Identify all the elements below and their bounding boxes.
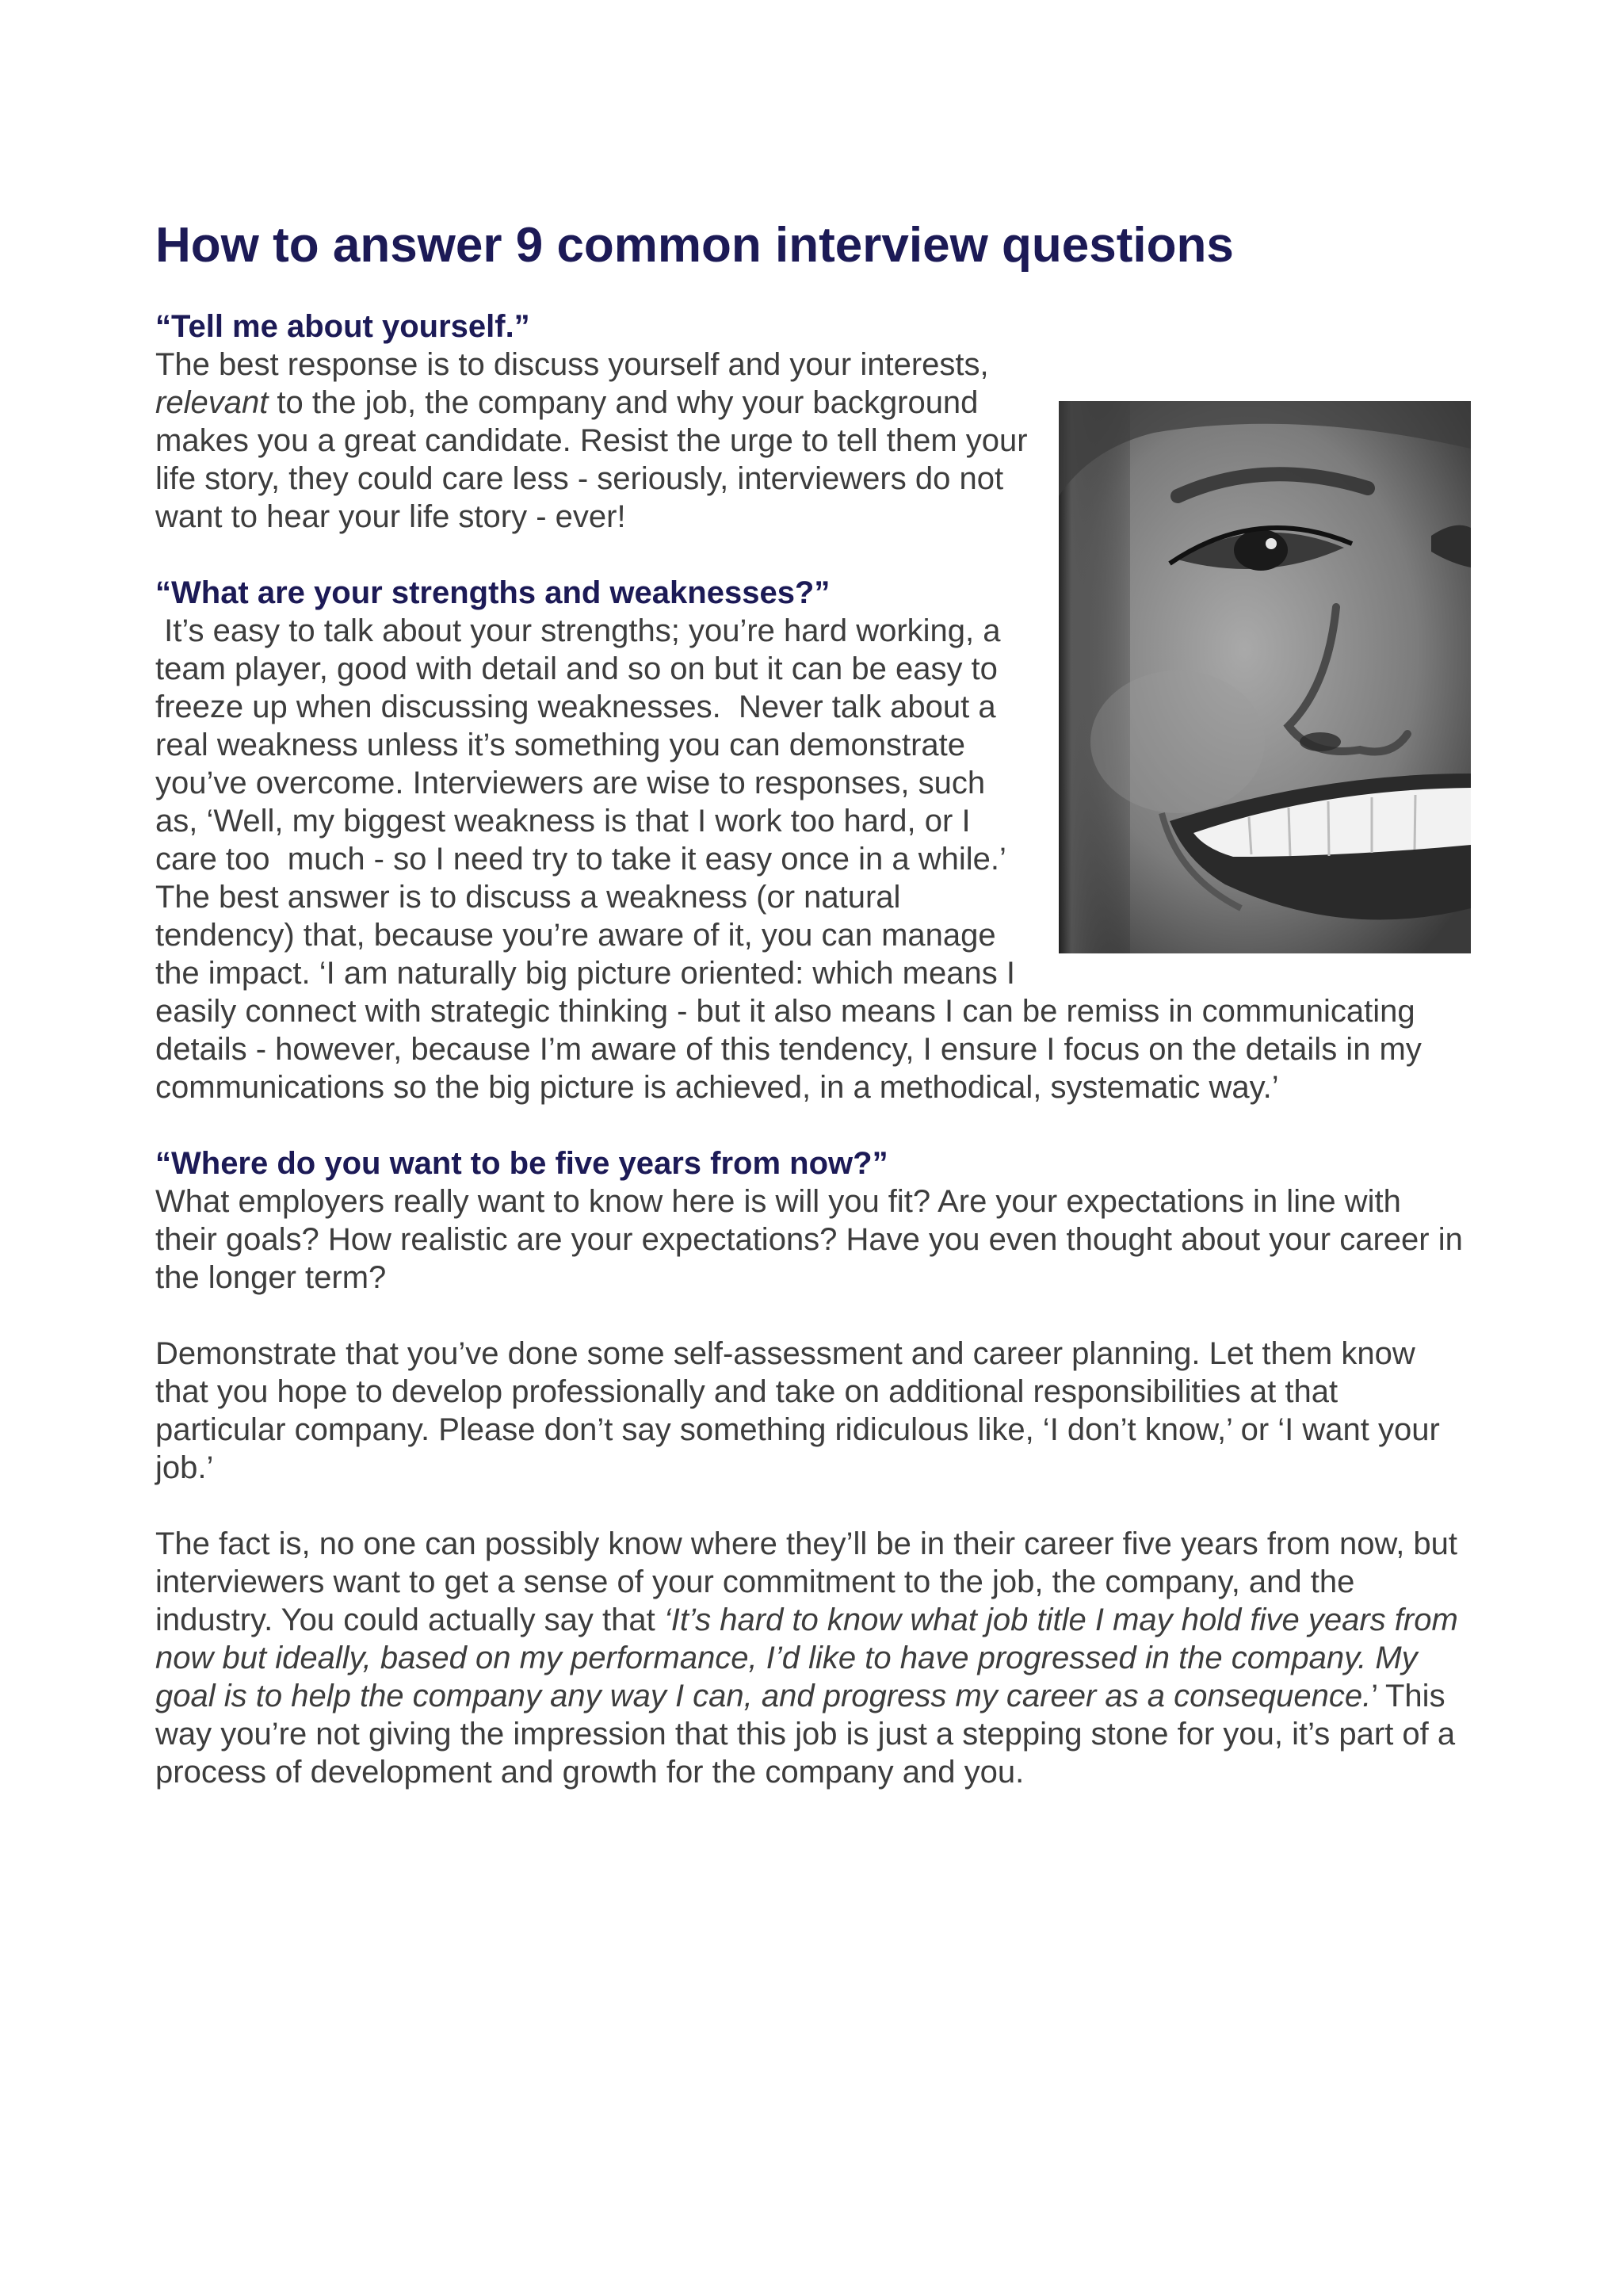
spacer xyxy=(155,1297,1471,1335)
photo-illustration xyxy=(1059,401,1471,953)
section-tell-me xyxy=(155,308,1471,536)
answer-paragraph xyxy=(155,1525,1471,1791)
answer-text-italic: relevant xyxy=(155,385,269,420)
spacer xyxy=(155,1106,1471,1144)
article xyxy=(155,214,1471,1791)
answer-text: Demonstrate that you’ve done some self-assessment and career planning. Let them know that you hope to develop professionally and take on additional responsibilities at that particular company. Please don’t say something ridiculous like, ‘I don’t know,’ or ‘I want your job.’ xyxy=(155,1336,1440,1485)
answer-text: What employers really want to know here is will you fit? Are your expectations in line with their goals? How realistic are your expectations? Have you even thought about your career in the longer term? xyxy=(155,1184,1463,1295)
question-heading: “Where do you want to be five years from now?” xyxy=(155,1146,888,1181)
question-heading: “What are your strengths and weaknesses?” xyxy=(155,575,831,610)
question-heading: “Tell me about yourself.” xyxy=(155,309,530,344)
spacer xyxy=(155,1487,1471,1525)
section-five-years xyxy=(155,1144,1471,1791)
answer-text: The fact is, no one can possibly know where they’ll be in their career five years from now, but interviewers want to get a sense of your commitment to the job, the company, and the industry. You could actually say that xyxy=(155,1526,1458,1637)
answer-text: The best response is to discuss yourself and your interests, xyxy=(155,347,989,382)
smiling-woman-photo xyxy=(1059,401,1471,953)
answer-paragraph xyxy=(155,1335,1471,1487)
answer-text-italic: ‘It’s hard to know what job title I may hold five years from now but ideally, based on my performance, I’d like to have progressed in the company. My goal is to help the company any way I can, and progress my career as a consequence. xyxy=(155,1603,1458,1713)
answer-text: to the job, the company and why your background makes you a great candidate. Resist the urge to tell them your life story, they could care less - seriously, interviewers do not want to hear your life story - ever! xyxy=(155,385,1028,534)
answer-paragraph xyxy=(155,1182,1471,1297)
answer-text: It’s easy to talk about your strengths; you’re hard working, a team player, good with detail and so on but it can be easy to freeze up when discussing weaknesses. Never talk about a real weakness unless it’s something you can demonstrate you’ve overcome. Interviewers are wise to responses, such as, ‘Well, my biggest weakness is that I work too hard, or I care too much - so I need try to take it easy once in a while.’ The best answer is to discuss a weakness (or natural tendency) that, because you’re aware of it, you can manage the impact. ‘I am naturally big picture oriented: which means I easily connect with strategic thinking - but it also means I can be remiss in communicating details - however, because I’m aware of this tendency, I ensure I focus on the details in my communications so the big picture is achieved, in a methodical, systematic way.’ xyxy=(155,613,1430,1105)
page-title: How to answer 9 common interview questions xyxy=(155,218,1234,273)
answer-text: ’ This way you’re not giving the impression that this job is just a stepping stone for you, it’s part of a process of development and growth for the company and you. xyxy=(155,1679,1456,1790)
